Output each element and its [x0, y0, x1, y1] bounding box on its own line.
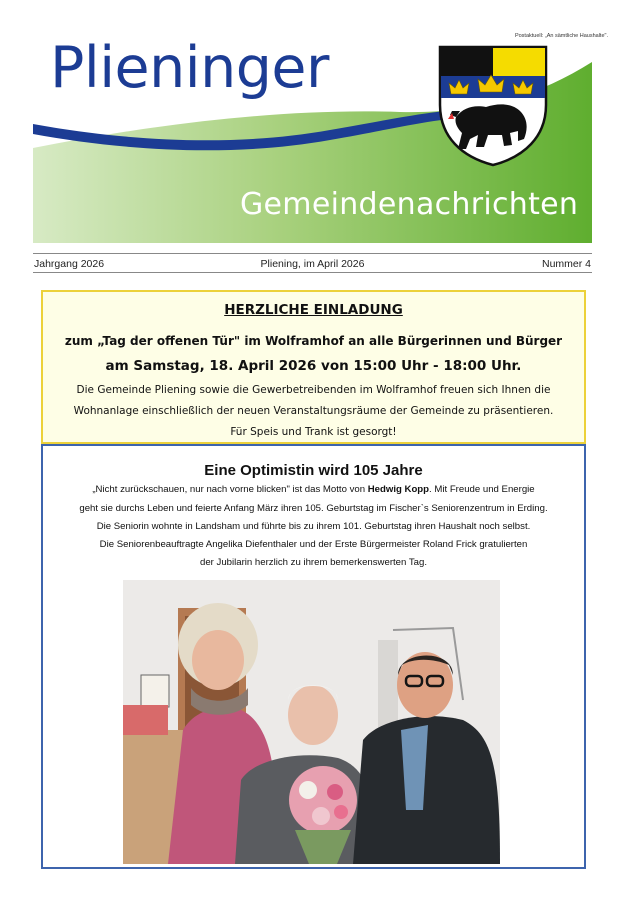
invitation-event-line: zum „Tag der offenen Tür" im Wolframhof an alle Bürgerinnen und Bürger [64, 334, 563, 348]
article-box [41, 444, 586, 869]
article-text-line [43, 484, 584, 495]
masthead [0, 0, 625, 250]
invitation-food-line: Für Speis und Trank ist gesorgt! [230, 426, 397, 438]
motto-text-end: . Mit Freude und Energie [429, 484, 535, 495]
article-text-line: Die Seniorenbeauftragte Angelika Diefenthaler und der Erste Bürgermeister Roland Frick gratulierten [99, 539, 528, 550]
invitation-body-line: Wohnanlage einschließlich der neuen Veranstaltungsräume der Gemeinde zu präsentieren. [73, 405, 554, 417]
motto-text: „Nicht zurückschauen, nur nach vorne blicken" ist das Motto von [92, 484, 368, 495]
issue-number-label: Nummer 4 [541, 258, 591, 270]
invitation-body-line: Die Gemeinde Pliening sowie die Gewerbetreibenden im Wolframhof freuen sich Ihnen die [76, 384, 551, 396]
issue-info-bar [33, 253, 592, 273]
article-text-line: geht sie durchs Leben und feierte Anfang März ihren 105. Geburtstag im Fischer`s Seniorenzentrum in Erding. [79, 503, 548, 514]
article-title: Eine Optimistin wird 105 Jahre [204, 462, 423, 479]
masthead-subtitle: Gemeindenachrichten [240, 187, 579, 222]
birthday-photo [123, 580, 500, 864]
article-text-line: Die Seniorin wohnte in Landsham und führte bis zu ihrem 101. Geburtstag ihren Haushalt noch selbst. [96, 521, 531, 532]
invitation-heading: HERZLICHE EINLADUNG [224, 302, 403, 318]
volume-label: Jahrgang 2026 [34, 258, 105, 270]
masthead-title: Plieninger [50, 35, 329, 101]
postal-note: Postaktuell: „An sämtliche Haushalte". [514, 33, 608, 39]
invitation-date-line: am Samstag, 18. April 2026 von 15:00 Uhr - 18:00 Uhr. [105, 358, 522, 374]
place-date-label: Pliening, im April 2026 [260, 258, 365, 270]
invitation-box [41, 290, 586, 444]
article-text-line: der Jubilarin herzlich zu ihrem bemerkenswerten Tag. [200, 557, 427, 568]
person-name: Hedwig Kopp [367, 484, 430, 495]
